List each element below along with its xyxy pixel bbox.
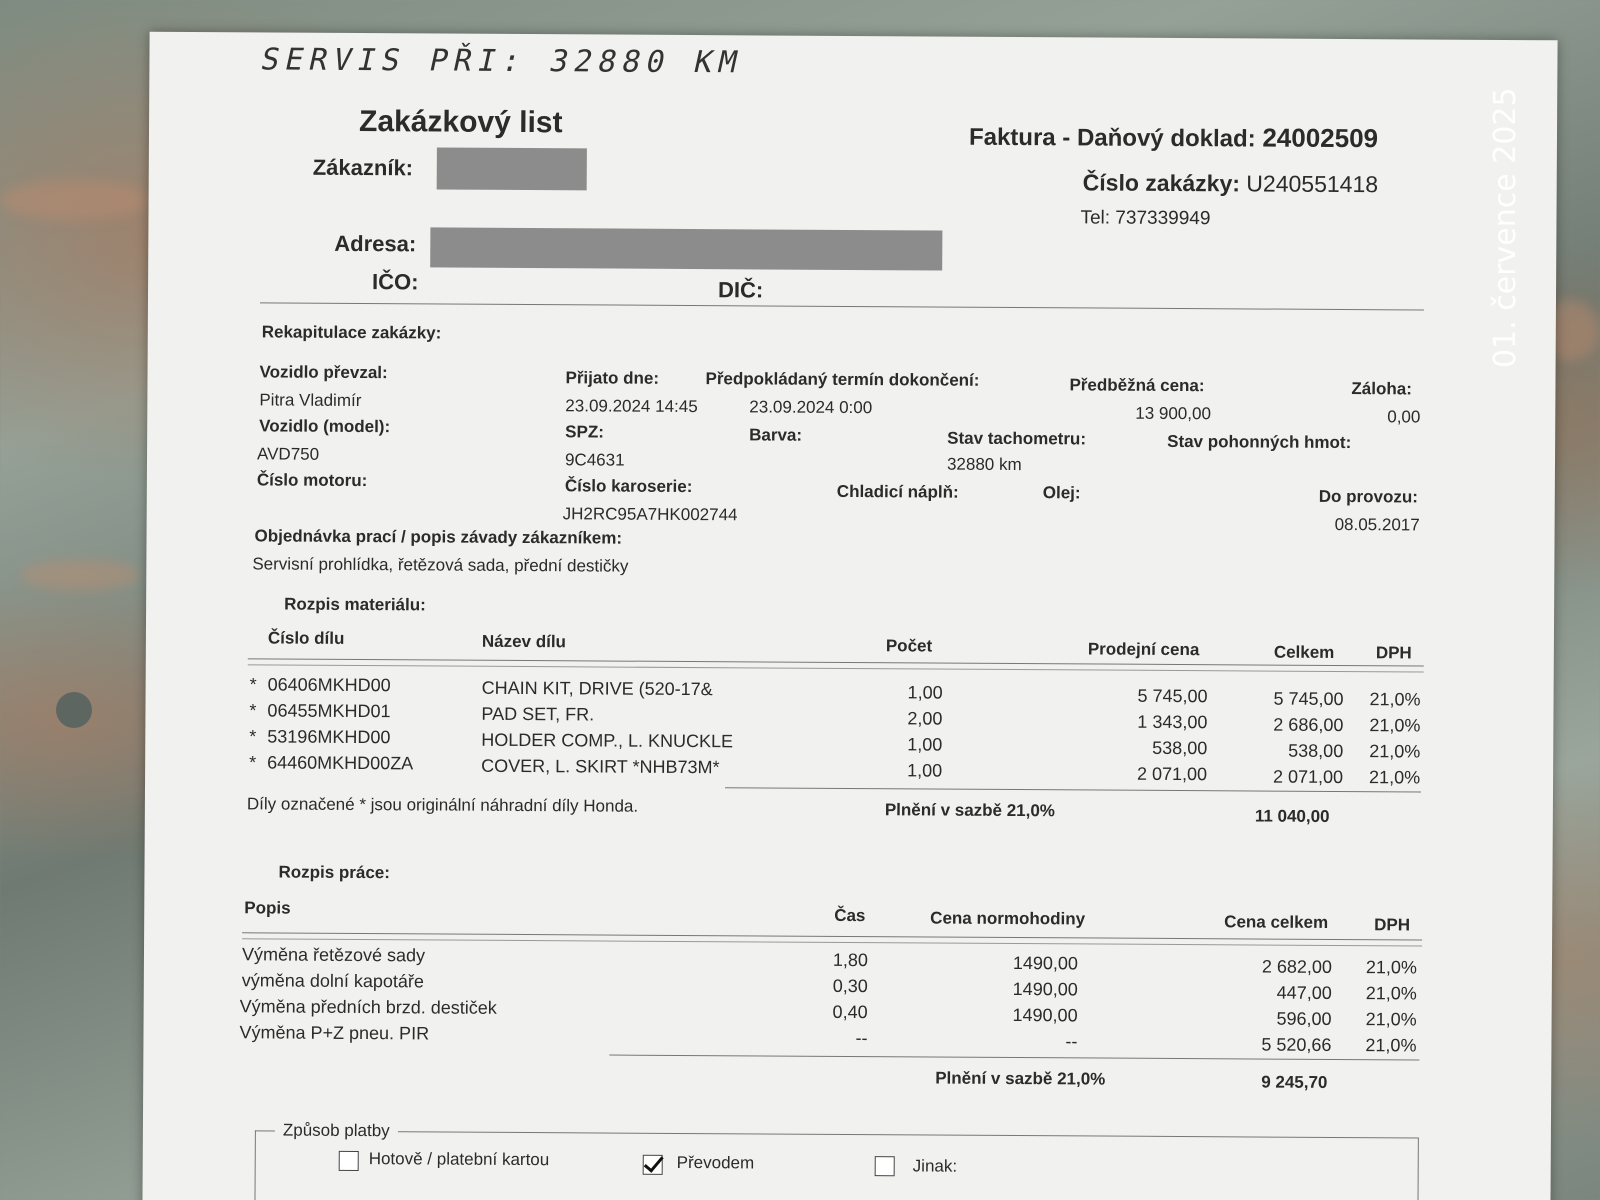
- customer-redaction: [437, 147, 587, 190]
- due-label: Předpokládaný termín dokončení:: [705, 369, 980, 390]
- model: AVD750: [256, 444, 320, 464]
- deposit-label: Záloha:: [1351, 379, 1412, 399]
- labor-desc: Výměna P+Z pneu. PIR: [239, 1022, 430, 1044]
- engine-label: Číslo motoru:: [256, 470, 368, 491]
- phone: Tel: 737339949: [1080, 207, 1211, 230]
- labor-time: --: [855, 1028, 868, 1049]
- order-desc-label: Objednávka prací / popis závady zákazníkem:: [254, 526, 623, 548]
- table-row: * 06406MKHD00 CHAIN KIT, DRIVE (520-17& 1,00 5 745,00 5 745,00 21,0%: [249, 674, 1421, 710]
- labor-time: 0,30: [832, 975, 868, 997]
- part-qty: 2,00: [907, 708, 943, 729]
- part-qty: 1,00: [907, 760, 943, 781]
- materials-summary-total: 11 040,00: [1254, 806, 1330, 826]
- address-label: Adresa:: [334, 230, 417, 257]
- part-no: 53196MKHD00: [267, 726, 391, 748]
- part-vat: 21,0%: [1369, 767, 1421, 788]
- part-name: COVER, L. SKIRT *NHB73M*: [481, 755, 720, 778]
- part-vat: 21,0%: [1369, 715, 1421, 736]
- table-row: * 53196MKHD00 HOLDER COMP., L. KNUCKLE 1,00 538,00 538,00 21,0%: [249, 726, 1421, 762]
- received-date-label: Přijato dne:: [565, 368, 660, 388]
- price: 13 900,00: [1135, 403, 1212, 424]
- fuel-label: Stav pohonných hmot:: [1167, 431, 1352, 453]
- labor-summary-label: Plnění v sazbě 21,0%: [935, 1068, 1106, 1089]
- payment-transfer-label: Převodem: [676, 1152, 755, 1173]
- part-qty: 1,00: [907, 682, 943, 703]
- received-by-label: Vozidlo převzal:: [259, 362, 388, 383]
- handwritten-note: SERVIS PŘI: 32880 KM: [257, 42, 747, 81]
- table-row: * 06455MKHD01 PAD SET, FR. 2,00 1 343,00 2 686,00 21,0%: [249, 700, 1421, 736]
- labor-summary-total: 9 245,70: [1261, 1072, 1328, 1092]
- customer-label: Zákazník:: [312, 154, 414, 181]
- labor-desc: Výměna řetězové sady: [241, 944, 426, 966]
- labor-desc: Výměna předních brzd. destiček: [239, 996, 497, 1018]
- payment-cash-label: Hotově / platební kartou: [368, 1149, 550, 1170]
- invoice-paper: [142, 32, 1557, 1200]
- price-label: Předběžná cena:: [1069, 375, 1205, 396]
- photo-date-stamp: 01. července 2025: [1488, 87, 1523, 368]
- part-no: 06406MKHD00: [267, 674, 391, 696]
- part-no: 06455MKHD01: [267, 700, 391, 722]
- part-vat: 21,0%: [1369, 689, 1421, 710]
- in-service-label: Do provozu:: [1318, 486, 1419, 507]
- materials-col-qty: Počet: [885, 636, 933, 656]
- order-number-line: Číslo zakázky: U240551418: [1082, 169, 1379, 198]
- labor-col-total: Cena celkem: [1224, 912, 1329, 932]
- part-price: 1 343,00: [1137, 711, 1208, 733]
- labor-rate: 1490,00: [1012, 1005, 1078, 1026]
- labor-col-rate: Cena normohodiny: [930, 908, 1086, 929]
- due-date: 23.09.2024 0:00: [749, 397, 873, 418]
- payment-heading: Způsob platby: [275, 1120, 398, 1141]
- labor-total: 447,00: [1276, 982, 1332, 1003]
- plate-label: SPZ:: [565, 422, 604, 442]
- labor-time: 1,80: [832, 949, 869, 971]
- labor-rate: 1490,00: [1012, 953, 1079, 974]
- part-name: CHAIN KIT, DRIVE (520-17&: [481, 677, 713, 700]
- odometer-label: Stav tachometru:: [947, 428, 1087, 449]
- received-date: 23.09.2024 14:45: [565, 396, 698, 417]
- part-vat: 21,0%: [1369, 741, 1421, 762]
- vin-label: Číslo karoserie:: [564, 476, 693, 497]
- labor-vat: 21,0%: [1365, 957, 1418, 978]
- materials-summary-rule: [725, 787, 1421, 792]
- materials-col-name: Název dílu: [481, 631, 567, 652]
- labor-vat: 21,0%: [1365, 983, 1417, 1004]
- labor-time: 0,40: [832, 1001, 868, 1023]
- odometer: 32880 km: [946, 454, 1022, 475]
- labor-total: 596,00: [1276, 1008, 1332, 1029]
- labor-col-vat: DPH: [1374, 915, 1411, 935]
- deposit: 0,00: [1387, 407, 1421, 427]
- vin: JH2RC95A7HK002744: [562, 504, 738, 525]
- ico-label: IČO:: [372, 269, 419, 295]
- original-parts-note: Díly označené * jsou originální náhradní díly Honda.: [246, 794, 639, 816]
- labor-heading: Rozpis práce:: [278, 862, 391, 883]
- labor-vat: 21,0%: [1365, 1035, 1417, 1056]
- model-label: Vozidlo (model):: [259, 416, 391, 437]
- table-row: * 64460MKHD00ZA COVER, L. SKIRT *NHB73M* 1,00 2 071,00 2 071,00 21,0%: [249, 752, 1421, 788]
- materials-col-price: Prodejní cena: [1087, 639, 1200, 660]
- labor-total: 5 520,66: [1261, 1034, 1332, 1055]
- coolant-label: Chladicí náplň:: [836, 481, 959, 502]
- labor-col-time: Čas: [834, 905, 866, 926]
- materials-heading: Rozpis materiálu:: [284, 594, 426, 615]
- labor-total: 2 682,00: [1261, 956, 1332, 977]
- dic-label: DIČ:: [717, 277, 764, 303]
- punch-hole: [56, 692, 92, 728]
- part-price: 5 745,00: [1137, 685, 1208, 707]
- order-desc: Servisní prohlídka, řetězová sada, přední destičky: [252, 554, 629, 576]
- labor-col-desc: Popis: [244, 898, 291, 918]
- payment-cash-checkbox[interactable]: [339, 1151, 359, 1171]
- materials-col-part-no: Číslo dílu: [267, 628, 345, 648]
- invoice-number: 24002509: [1262, 122, 1379, 154]
- labor-desc: výměna dolní kapotáře: [241, 970, 424, 992]
- labor-vat: 21,0%: [1365, 1009, 1417, 1030]
- payment-other-label: Jinak:: [912, 1156, 958, 1176]
- part-price: 538,00: [1152, 737, 1208, 759]
- labor-rate: --: [1065, 1031, 1078, 1052]
- part-name: HOLDER COMP., L. KNUCKLE: [481, 729, 734, 752]
- materials-summary-label: Plnění v sazbě 21,0%: [884, 800, 1056, 821]
- labor-rate: 1490,00: [1012, 979, 1078, 1000]
- materials-col-vat: DPH: [1375, 643, 1412, 663]
- color-label: Barva:: [749, 425, 803, 445]
- page-title: Zakázkový list: [358, 104, 563, 140]
- plate: 9C4631: [564, 450, 625, 470]
- payment-transfer-checkbox[interactable]: [643, 1155, 663, 1175]
- materials-col-total: Celkem: [1273, 642, 1335, 662]
- order-number: U240551418: [1246, 170, 1379, 198]
- invoice-label: Faktura - Daňový doklad: 24002509: [968, 122, 1379, 154]
- materials-header-rule-2: [248, 664, 1424, 672]
- part-name: PAD SET, FR.: [481, 703, 595, 725]
- part-no: 64460MKHD00ZA: [267, 752, 414, 774]
- part-total: 538,00: [1288, 740, 1344, 762]
- part-total: 5 745,00: [1273, 688, 1344, 710]
- header-divider: [260, 302, 1424, 310]
- part-qty: 1,00: [907, 734, 943, 755]
- part-total: 2 071,00: [1272, 766, 1344, 788]
- part-total: 2 686,00: [1273, 714, 1344, 736]
- oil-label: Olej:: [1042, 483, 1081, 503]
- in-service-date: 08.05.2017: [1334, 514, 1420, 535]
- received-by: Pitra Vladimír: [259, 390, 362, 411]
- address-redaction: [430, 227, 942, 270]
- payment-other-checkbox[interactable]: [875, 1156, 895, 1176]
- part-price: 2 071,00: [1136, 763, 1208, 785]
- recap-heading: Rekapitulace zakázky:: [261, 322, 442, 343]
